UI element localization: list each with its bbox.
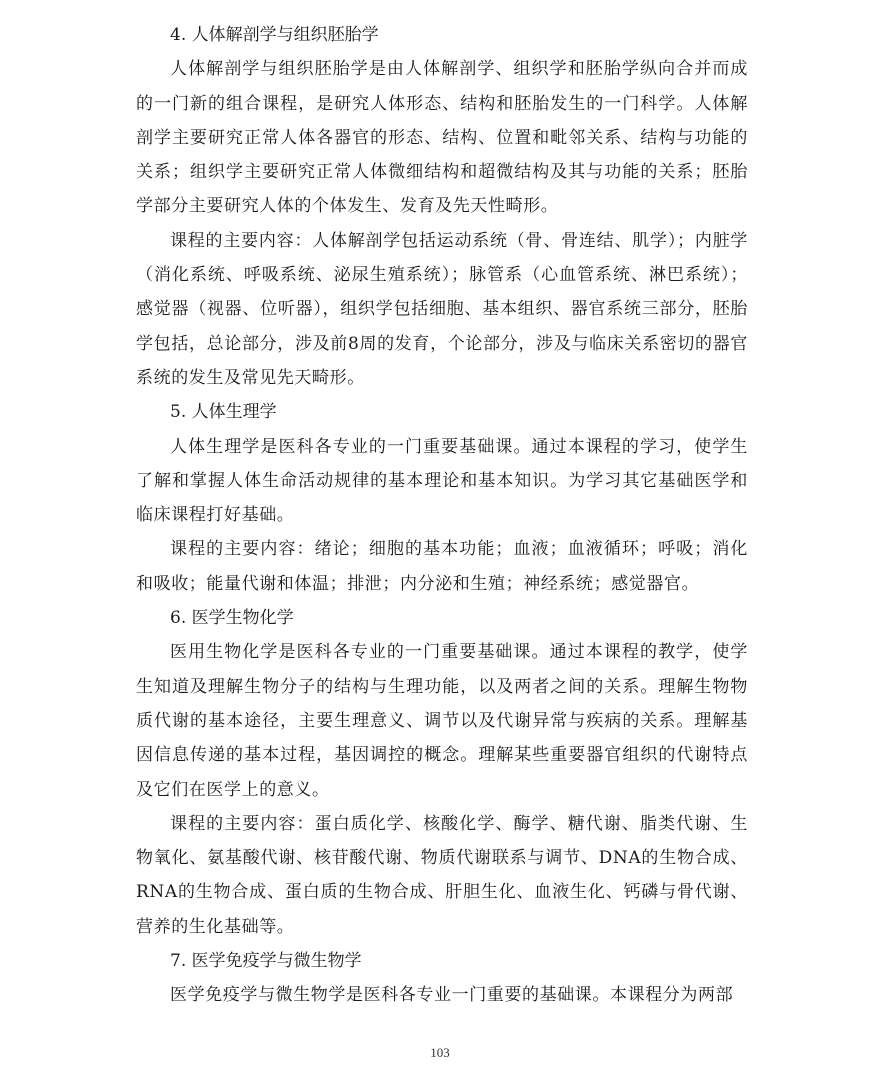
paragraph: 课程的主要内容：蛋白质化学、核酸化学、酶学、糖代谢、脂类代谢、生物氧化、氨基酸代谢、核苷酸代谢、物质代谢联系与调节、DNA的生物合成、RNA的生物合成、蛋白质的生物合成、肝胆生化、血液生化、钙磷与骨代谢、营养的生化基础等。 <box>136 813 748 937</box>
section-heading: 5. 人体生理学 <box>170 402 277 423</box>
section-physiology <box>136 395 748 601</box>
paragraph: 人体生理学是医科各专业的一门重要基础课。通过本课程的学习，使学生了解和掌握人体生命活动规律的基本理论和基本知识。为学习其它基础医学和临床课程打好基础。 <box>136 436 748 526</box>
page-body <box>136 18 748 1013</box>
paragraph: 人体解剖学与组织胚胎学是由人体解剖学、组织学和胚胎学纵向合并而成的一门新的组合课程，是研究人体形态、结构和胚胎发生的一门科学。人体解剖学主要研究正常人体各器官的形态、结构、位置和毗邻关系、结构与功能的关系；组织学主要研究正常人体微细结构和超微结构及其与功能的关系；胚胎学部分主要研究人体的个体发生、发育及先天性畸形。 <box>136 59 748 217</box>
section-anatomy-embryology <box>136 18 748 395</box>
paragraph: 医用生物化学是医科各专业的一门重要基础课。通过本课程的教学，使学生知道及理解生物分子的结构与生理功能，以及两者之间的关系。理解生物物质代谢的基本途径，主要生理意义、调节以及代谢异常与疾病的关系。理解基因信息传递的基本过程，基因调控的概念。理解某些重要器官组织的代谢特点及它们在医学上的意义。 <box>136 642 748 800</box>
section-immunology-microbiology <box>136 944 748 1013</box>
paragraph: 课程的主要内容：人体解剖学包括运动系统（骨、骨连结、肌学）；内脏学（消化系统、呼吸系统、泌尿生殖系统）；脉管系（心血管系统、淋巴系统）；感觉器（视器、位听器），组织学包括细胞、基本组织、器官系统三部分，胚胎学包括，总论部分，涉及前8周的发育，个论部分，涉及与临床关系密切的器官系统的发生及常见先天畸形。 <box>136 230 748 388</box>
paragraph: 医学免疫学与微生物学是医科各专业一门重要的基础课。本课程分为两部 <box>170 985 734 1006</box>
section-heading: 6. 医学生物化学 <box>170 608 294 629</box>
section-biochemistry <box>136 601 748 944</box>
paragraph: 课程的主要内容：绪论；细胞的基本功能；血液；血液循环；呼吸；消化和吸收；能量代谢和体温；排泄；内分泌和生殖；神经系统；感觉器官。 <box>136 539 748 594</box>
page-number: 103 <box>430 1045 450 1060</box>
section-heading: 7. 医学免疫学与微生物学 <box>170 951 362 972</box>
section-heading: 4. 人体解剖学与组织胚胎学 <box>170 25 379 45</box>
